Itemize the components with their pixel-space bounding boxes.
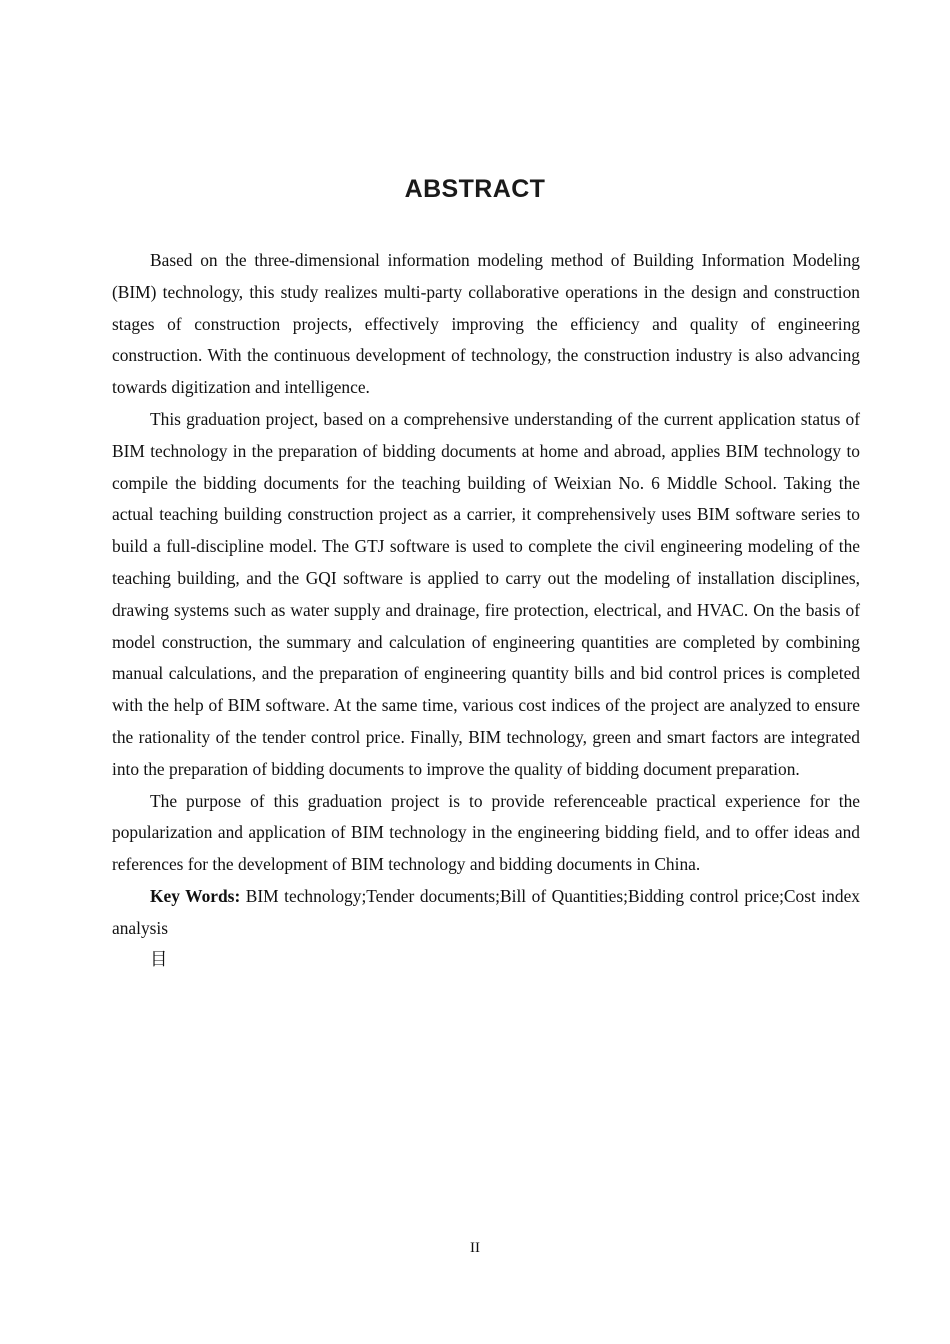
keywords-line (112, 881, 860, 945)
abstract-paragraph-1: Based on the three-dimensional information modeling method of Building Information Modeling (BIM) technology, this study realizes multi-party collaborative operations in the design and construction stages of construction projects, effectively improving the efficiency and quality of engineering construction. With the continuous development of technology, the construction industry is also advancing towards digitization and intelligence. (112, 250, 860, 398)
keywords-label: Key Words: (150, 885, 241, 906)
abstract-paragraph-2: This graduation project, based on a comprehensive understanding of the current application status of BIM technology in the preparation of bidding documents at home and abroad, applies BIM technology to compile the bidding documents for the teaching building of Weixian No. 6 Middle School. Taking the actual teaching building construction project as a carrier, it comprehensively uses BIM software series to build a full-discipline model. The GTJ software is used to complete the civil engineering modeling of the teaching building, and the GQI software is applied to carry out the modeling of installation disciplines, drawing systems such as water supply and drainage, fire protection, electrical, and HVAC. On the basis of model construction, the summary and calculation of engineering quantities are completed by combining manual calculations, and the preparation of engineering quantity bills and bid control prices is completed with the help of BIM software. At the same time, various cost indices of the project are analyzed to ensure the rationality of the tender control price. Finally, BIM technology, green and smart factors are integrated into the preparation of bidding documents to improve the quality of bidding document preparation. (112, 408, 860, 779)
page-number: II (470, 1240, 480, 1256)
abstract-body (112, 245, 860, 976)
abstract-paragraph-3: The purpose of this graduation project is to provide referenceable practical experience for the popularization and application of BIM technology in the engineering bidding field, and to offer ideas and references for the development of BIM technology and bidding documents in China. (112, 790, 860, 875)
page-title: ABSTRACT (404, 175, 546, 203)
stray-cjk-character: 目 (150, 949, 168, 970)
keywords-value: BIM technology;Tender documents;Bill of Quantities;Bidding control price;Cost index analysis (112, 885, 860, 938)
